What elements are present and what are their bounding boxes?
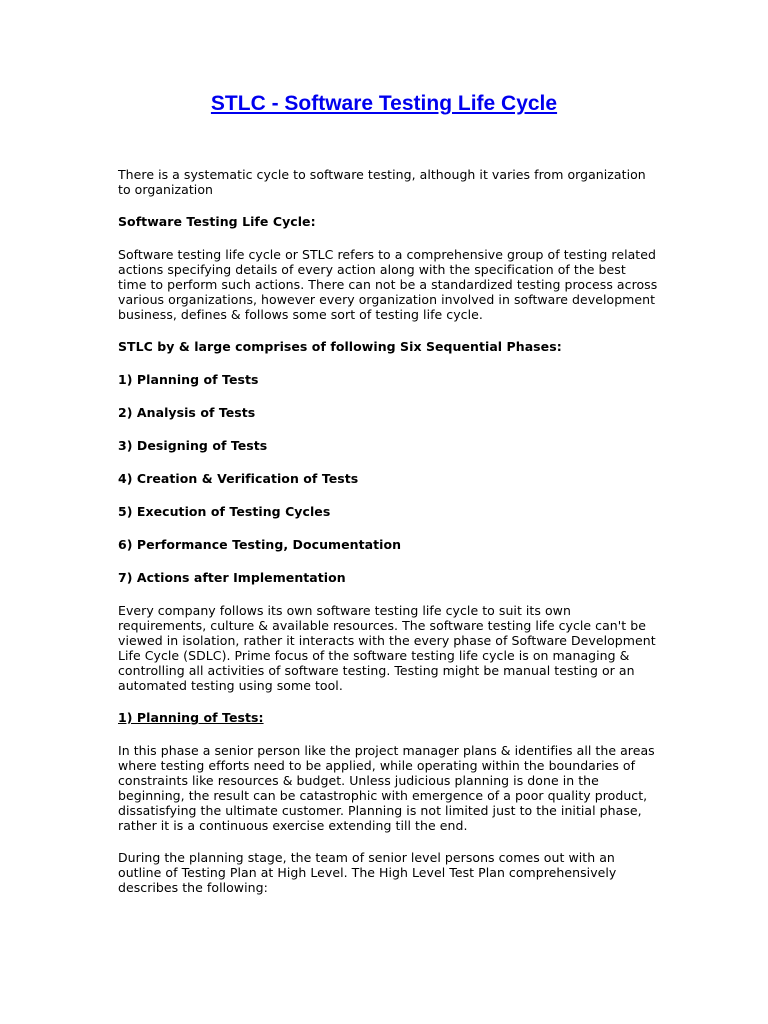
phase-item-1: 1) Planning of Tests bbox=[118, 372, 259, 387]
definition-paragraph: Software testing life cycle or STLC refers to a comprehensive group of testing related actions specifying details of every action along with the specification of the best time to perform such actions. There can not be a standardized testing process across various organizations, however every organization involved in software development business, defines & follows some sort of testing life cycle. bbox=[118, 247, 658, 322]
intro-paragraph: There is a systematic cycle to software testing, although it varies from organization to organization bbox=[118, 167, 646, 197]
phases-heading: STLC by & large comprises of following Six Sequential Phases: bbox=[118, 339, 562, 354]
phase-item-3: 3) Designing of Tests bbox=[118, 438, 268, 453]
summary-paragraph: Every company follows its own software testing life cycle to suit its own requirements, culture & available resources. The software testing life cycle can't be viewed in isolation, rather it interacts with the every phase of Software Development Life Cycle (SDLC). Prime focus of the software testing life cycle is on managing & controlling all activities of software testing. Testing might be manual testing or an automated testing using some tool. bbox=[118, 603, 656, 693]
document-title: STLC - Software Testing Life Cycle bbox=[210, 92, 558, 115]
phase-item-7: 7) Actions after Implementation bbox=[118, 570, 346, 585]
planning-paragraph-1: In this phase a senior person like the project manager plans & identifies all the areas where testing efforts need to be applied, while operating within the boundaries of constraints like resources & budget. Unless judicious planning is done in the beginning, the result can be catastrophic with emergence of a poor quality product, dissatisfying the ultimate customer. Planning is not limited just to the initial phase, rather it is a continuous exercise extending till the end. bbox=[118, 743, 655, 833]
phase-item-4: 4) Creation & Verification of Tests bbox=[118, 471, 359, 486]
section-heading: Software Testing Life Cycle: bbox=[118, 214, 316, 229]
phase-item-5: 5) Execution of Testing Cycles bbox=[118, 504, 331, 519]
planning-heading: 1) Planning of Tests: bbox=[118, 710, 264, 725]
planning-paragraph-2: During the planning stage, the team of senior level persons comes out with an outline of Testing Plan at High Level. The High Level Test Plan comprehensively describes the following: bbox=[118, 850, 617, 895]
phase-item-6: 6) Performance Testing, Documentation bbox=[118, 537, 402, 552]
document-body bbox=[118, 167, 658, 912]
phase-item-2: 2) Analysis of Tests bbox=[118, 405, 256, 420]
